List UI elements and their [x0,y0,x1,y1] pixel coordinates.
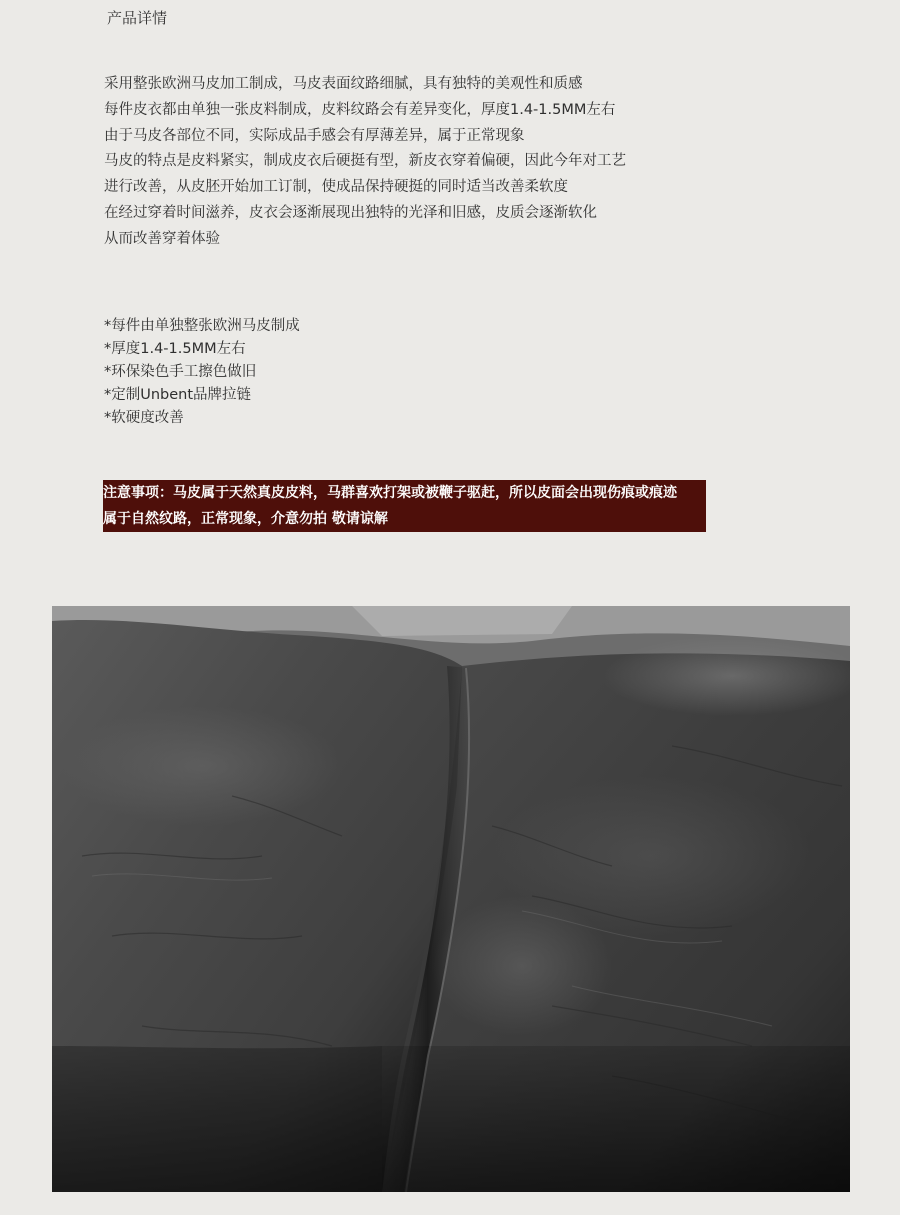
feature-item: *定制Unbent品牌拉链 [104,387,252,403]
notice-banner [103,480,706,532]
description-line: 在经过穿着时间滋养，皮衣会逐渐展现出独特的光泽和旧感，皮质会逐渐软化 [104,204,597,221]
feature-item: *软硬度改善 [104,410,184,426]
notice-line: 属于自然纹路，正常现象，介意勿拍 敬请谅解 [103,511,388,527]
description-line: 由于马皮各部位不同，实际成品手感会有厚薄差异，属于正常现象 [104,127,525,144]
leather-photo [52,606,850,1192]
description-line: 采用整张欧洲马皮加工制成，马皮表面纹路细腻，具有独特的美观性和质感 [104,76,583,92]
feature-item: *每件由单独整张欧洲马皮制成 [104,318,300,334]
feature-item: *厚度1.4-1.5MM左右 [104,341,246,357]
notice-line: 注意事项：马皮属于天然真皮皮料，马群喜欢打架或被鞭子驱赶，所以皮面会出现伤痕或痕迹 [103,485,677,501]
leather-photo-illustration [52,606,850,1192]
description-line: 每件皮衣都由单独一张皮料制成，皮料纹路会有差异变化，厚度1.4-1.5MM左右 [104,101,616,118]
product-description [104,72,724,253]
feature-item: *环保染色手工擦色做旧 [104,364,257,380]
description-line: 从而改善穿着体验 [104,230,220,247]
description-line: 进行改善，从皮胚开始加工订制，使成品保持硬挺的同时适当改善柔软度 [104,179,568,196]
description-line: 马皮的特点是皮料紧实，制成皮衣后硬挺有型，新皮衣穿着偏硬，因此今年对工艺 [104,153,626,170]
feature-list [104,315,300,430]
section-title: 产品详情 [107,9,168,27]
